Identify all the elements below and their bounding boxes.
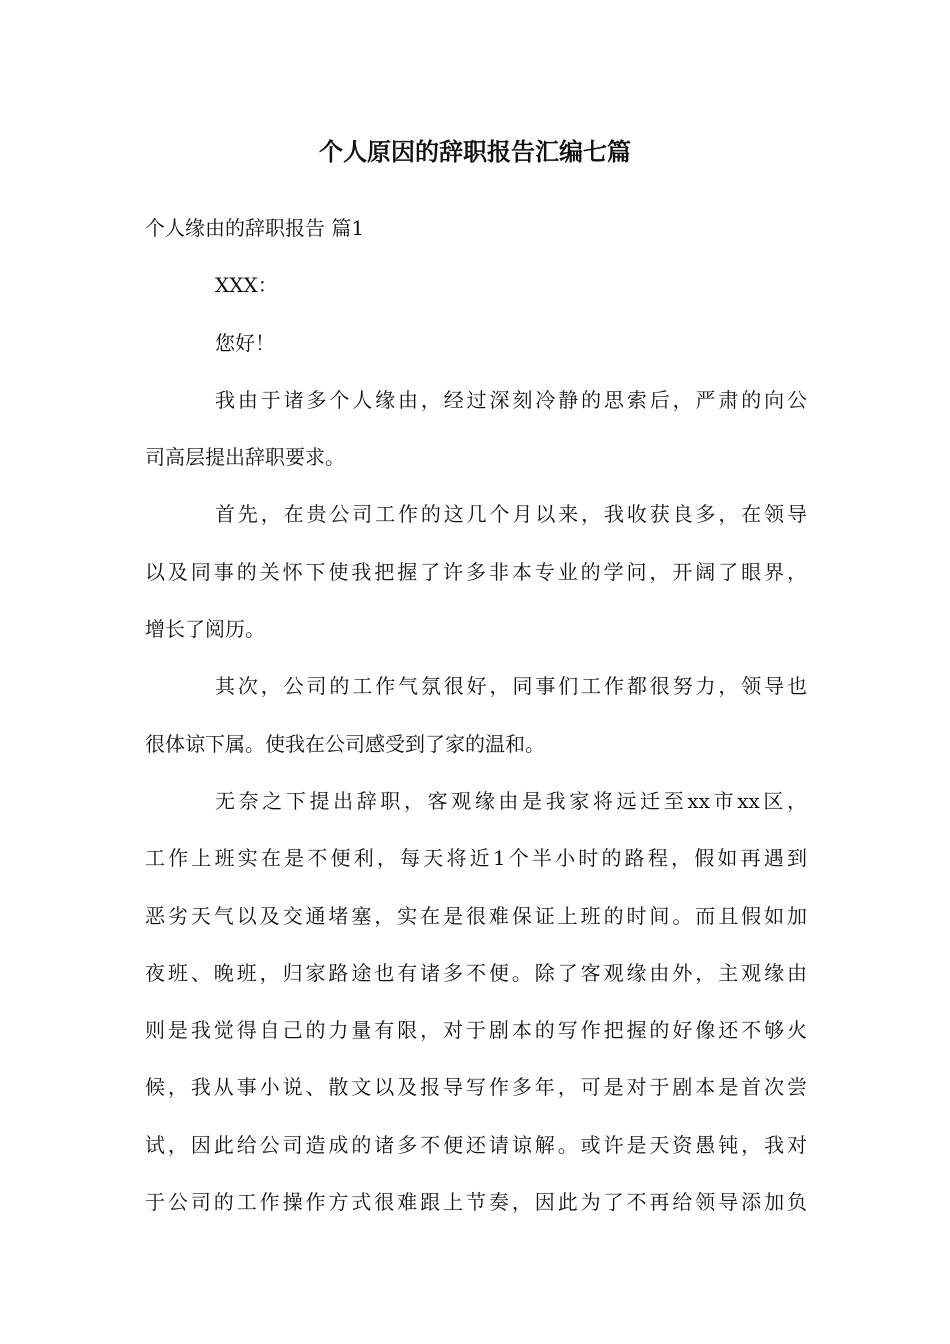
document-body <box>145 200 807 1231</box>
paragraph-line: 其次，公司的工作气氛很好，同事们工作都很努力，领导也 <box>215 674 807 699</box>
greeting: 您好！ <box>215 330 275 355</box>
paragraph-line: 候，我从事小说、散文以及报导写作多年，可是对于剧本是首次尝 <box>145 1075 807 1100</box>
paragraph-line: 增长了阅历。 <box>145 617 265 642</box>
paragraph-line: 恶劣天气以及交通堵塞，实在是很难保证上班的时间。而且假如加 <box>145 903 807 928</box>
salutation: XXX： <box>215 273 278 298</box>
paragraph-line: 于公司的工作操作方式很难跟上节奏，因此为了不再给领导添加负 <box>145 1190 807 1215</box>
paragraph-line: 首先，在贵公司工作的这几个月以来，我收获良多，在领导 <box>215 502 807 527</box>
paragraph-line: 工作上班实在是不便利，每天将近1个半小时的路程，假如再遇到 <box>145 846 807 871</box>
paragraph-line: 则是我觉得自己的力量有限，对于剧本的写作把握的好像还不够火 <box>145 1018 807 1043</box>
paragraph-line: 无奈之下提出辞职，客观缘由是我家将远迁至xx市xx区， <box>215 788 807 813</box>
paragraph-line: 以及同事的关怀下使我把握了许多非本专业的学问，开阔了眼界， <box>145 559 807 584</box>
document-title: 个人原因的辞职报告汇编七篇 <box>319 138 631 166</box>
paragraph-line: 我由于诸多个人缘由，经过深刻冷静的思索后，严肃的向公 <box>215 387 807 412</box>
section-heading: 个人缘由的辞职报告 篇1 <box>145 216 365 240</box>
paragraph-line: 试，因此给公司造成的诸多不便还请谅解。或许是天资愚钝，我对 <box>145 1132 807 1157</box>
paragraph-line: 夜班、晚班，归家路途也有诸多不便。除了客观缘由外，主观缘由 <box>145 960 807 985</box>
paragraph-line: 司高层提出辞职要求。 <box>145 445 345 470</box>
paragraph-line: 很体谅下属。使我在公司感受到了家的温和。 <box>145 731 545 756</box>
